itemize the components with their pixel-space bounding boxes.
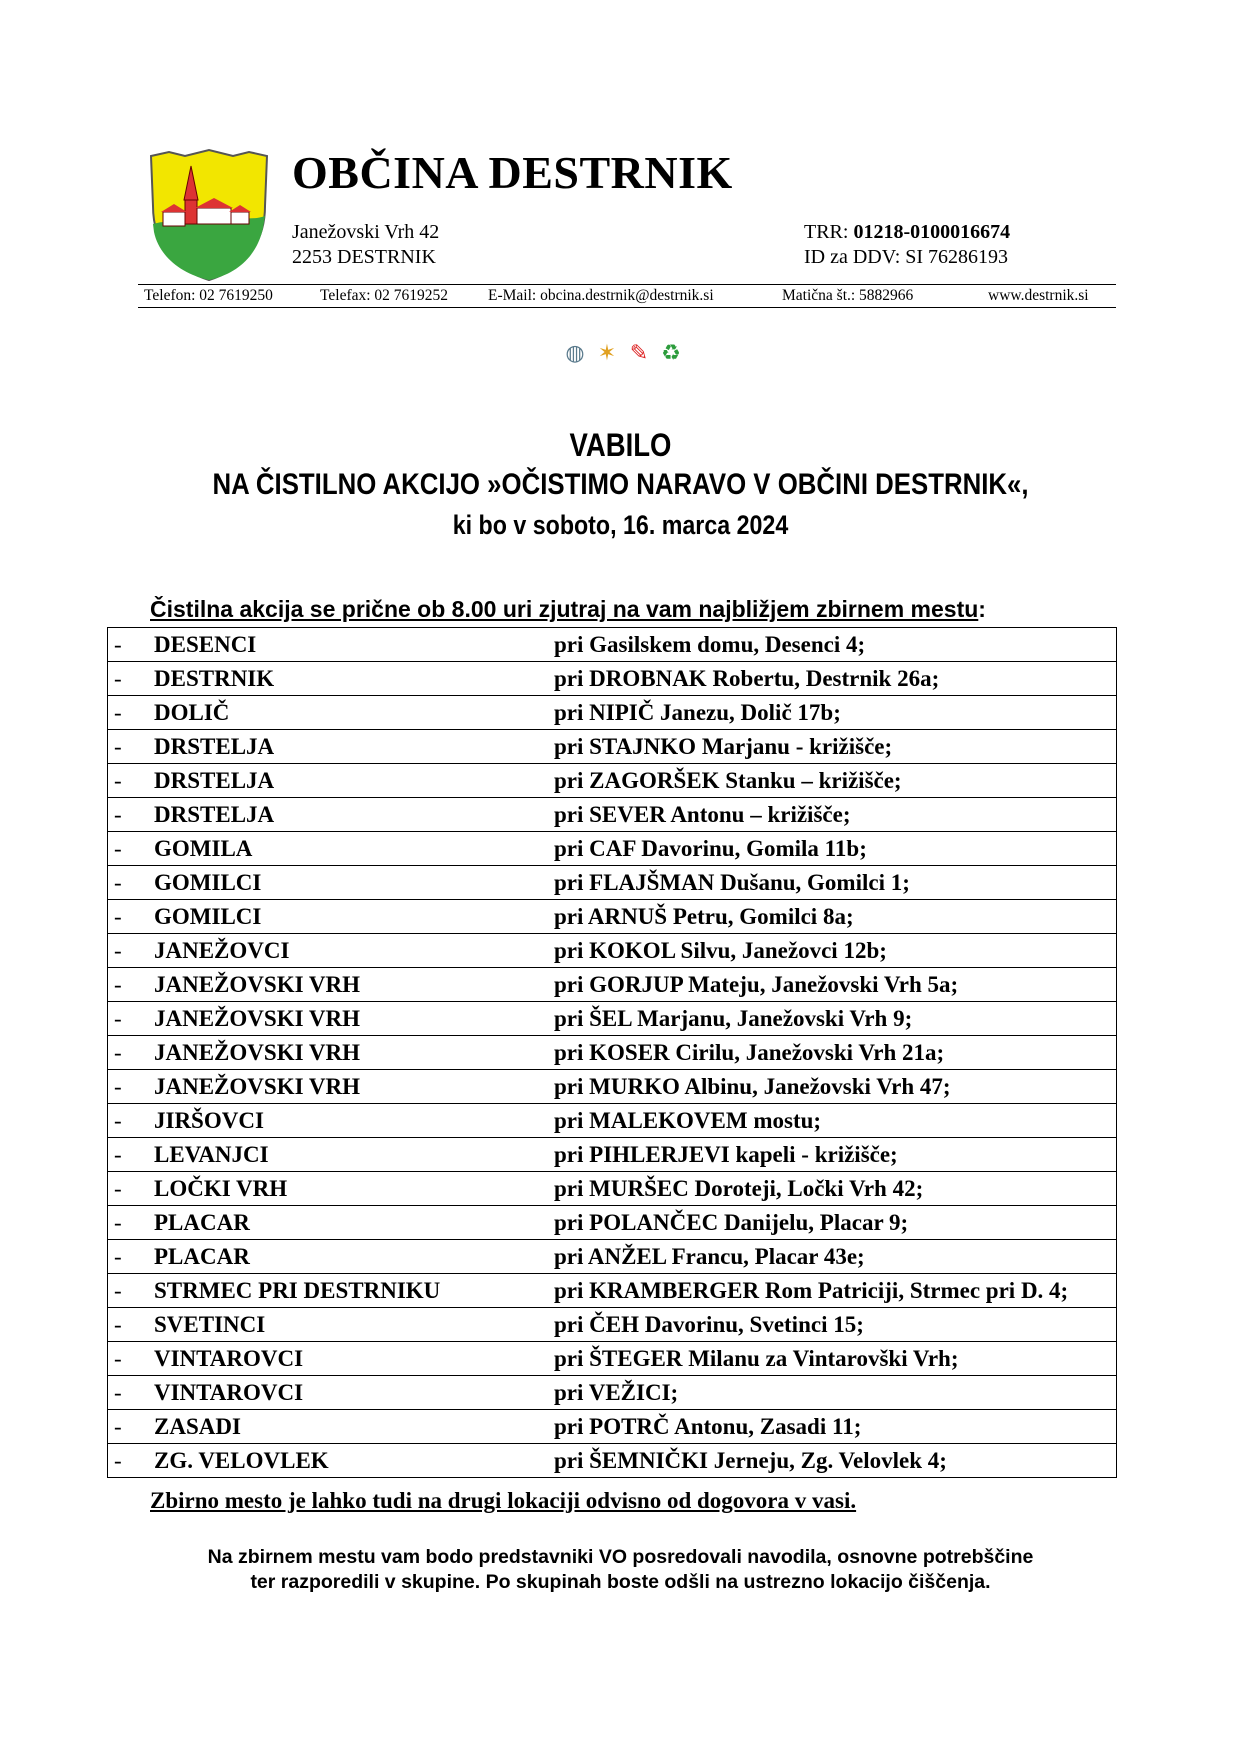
table-row [108,798,1117,832]
meeting-place: pri MURŠEC Doroteji, Ločki Vrh 42; [554,1172,1117,1206]
village-name: JANEŽOVSKI VRH [126,968,554,1002]
recycle-icon: ♻ [661,340,681,365]
organization-address [292,220,439,270]
table-row [108,662,1117,696]
village-name: DESTRNIK [126,662,554,696]
organization-name: OBČINA DESTRNIK [292,147,733,198]
table-row [108,730,1117,764]
row-dash: - [108,662,127,696]
meeting-place: pri SEVER Antonu – križišče; [554,798,1117,832]
village-name: LOČKI VRH [126,1172,554,1206]
row-dash: - [108,764,127,798]
address-postal: 2253 DESTRNIK [292,246,436,268]
village-name: DESENCI [126,628,554,662]
village-name: ZASADI [126,1410,554,1444]
row-dash: - [108,866,127,900]
party-popper-icon: ✶ [597,340,617,365]
row-dash: - [108,900,127,934]
table-row [108,1240,1117,1274]
footer-instructions [0,1545,1241,1595]
table-row [108,1206,1117,1240]
table-row [108,1274,1117,1308]
row-dash: - [108,1308,127,1342]
village-name: DRSTELJA [126,798,554,832]
row-dash: - [108,1138,127,1172]
row-dash: - [108,1104,127,1138]
table-row [108,1104,1117,1138]
meeting-place: pri ŠTEGER Milanu za Vintarovški Vrh; [554,1342,1117,1376]
village-name: GOMILCI [126,900,554,934]
meeting-place: pri VEŽICI; [554,1376,1117,1410]
title-vabilo: VABILO [569,427,672,463]
village-name: LEVANJCI [126,1138,554,1172]
meeting-place: pri KRAMBERGER Rom Patriciji, Strmec pri D. 4; [554,1274,1117,1308]
row-dash: - [108,1274,127,1308]
row-dash: - [108,1172,127,1206]
table-row [108,1070,1117,1104]
contact-website: www.destrnik.si [988,287,1089,304]
meeting-place: pri KOSER Cirilu, Janežovski Vrh 21a; [554,1036,1117,1070]
meeting-place: pri GORJUP Mateju, Janežovski Vrh 5a; [554,968,1117,1002]
footer-line-2: ter razporedili v skupine. Po skupinah boste odšli na ustrezno lokacijo čiščenja. [250,1571,991,1593]
meeting-place: pri STAJNKO Marjanu - križišče; [554,730,1117,764]
meeting-place: pri PIHLERJEVI kapeli - križišče; [554,1138,1117,1172]
municipality-crest-logo [145,146,273,284]
table-row [108,900,1117,934]
row-dash: - [108,628,127,662]
row-dash: - [108,730,127,764]
pushpin-icon: ✎ [629,340,649,365]
village-name: STRMEC PRI DESTRNIKU [126,1274,554,1308]
contact-email: E-Mail: obcina.destrnik@destrnik.si [488,287,714,304]
row-dash: - [108,696,127,730]
village-name: JANEŽOVSKI VRH [126,1002,554,1036]
meeting-place: pri ŠEL Marjanu, Janežovski Vrh 9; [554,1002,1117,1036]
row-dash: - [108,798,127,832]
locations-table-body [108,628,1117,1478]
trr-value: 01218-0100016674 [853,221,1011,243]
table-row [108,934,1117,968]
meeting-place: pri POTRČ Antonu, Zasadi 11; [554,1410,1117,1444]
intro-colon: : [978,596,986,622]
village-name: DRSTELJA [126,764,554,798]
table-row [108,968,1117,1002]
title-action-name: NA ČISTILNO AKCIJO »OČISTIMO NARAVO V OBČINI DESTRNIK«, [212,468,1029,501]
village-name: JANEŽOVCI [126,934,554,968]
row-dash: - [108,1444,127,1478]
village-name: SVETINCI [126,1308,554,1342]
village-name: GOMILCI [126,866,554,900]
footer-line-1: Na zbirnem mestu vam bodo predstavniki VO posredovali navodila, osnovne potrebščine [207,1546,1034,1568]
alternate-location-note: Zbirno mesto je lahko tudi na drugi lokaciji odvisno od dogovora v vasi. [150,1488,857,1513]
table-row [108,764,1117,798]
table-row [108,1376,1117,1410]
meeting-place: pri ZAGORŠEK Stanku – križišče; [554,764,1117,798]
village-name: GOMILA [126,832,554,866]
trr-line [804,220,1010,245]
row-dash: - [108,1206,127,1240]
row-dash: - [108,934,127,968]
table-row [108,1444,1117,1478]
table-row [108,1308,1117,1342]
row-dash: - [108,968,127,1002]
village-name: JIRŠOVCI [126,1104,554,1138]
village-name: PLACAR [126,1206,554,1240]
locations-table [107,627,1117,1478]
meeting-place: pri MURKO Albinu, Janežovski Vrh 47; [554,1070,1117,1104]
meeting-place: pri DROBNAK Robertu, Destrnik 26a; [554,662,1117,696]
village-name: JANEŽOVSKI VRH [126,1070,554,1104]
trr-label: TRR: [804,221,854,243]
village-name: PLACAR [126,1240,554,1274]
table-row [108,1172,1117,1206]
bank-details [804,220,1010,270]
table-row [108,696,1117,730]
table-row [108,1342,1117,1376]
meeting-place: pri POLANČEC Danijelu, Placar 9; [554,1206,1117,1240]
meeting-place: pri FLAJŠMAN Dušanu, Gomilci 1; [554,866,1117,900]
village-name: VINTAROVCI [126,1376,554,1410]
meeting-place: pri ANŽEL Francu, Placar 43e; [554,1240,1117,1274]
row-dash: - [108,1410,127,1444]
village-name: ZG. VELOVLEK [126,1444,554,1478]
contact-telefon: Telefon: 02 7619250 [144,287,273,304]
table-row [108,1036,1117,1070]
decorative-icons [561,340,685,368]
row-dash: - [108,1070,127,1104]
table-row [108,832,1117,866]
row-dash: - [108,1342,127,1376]
meeting-place: pri MALEKOVEM mostu; [554,1104,1117,1138]
meeting-place: pri NIPIČ Janezu, Dolič 17b; [554,696,1117,730]
row-dash: - [108,832,127,866]
row-dash: - [108,1002,127,1036]
intro-text [150,596,986,623]
meeting-place: pri ŠEMNIČKI Jerneju, Zg. Velovlek 4; [554,1444,1117,1478]
table-row [108,1002,1117,1036]
address-street: Janežovski Vrh 42 [292,221,440,243]
contact-telefax: Telefax: 02 7619252 [320,287,449,304]
row-dash: - [108,1376,127,1410]
table-row [108,1410,1117,1444]
village-name: DRSTELJA [126,730,554,764]
globe-icon: ◍ [565,340,585,365]
contact-bar [138,284,1116,308]
meeting-place: pri ARNUŠ Petru, Gomilci 8a; [554,900,1117,934]
row-dash: - [108,1240,127,1274]
village-name: JANEŽOVSKI VRH [126,1036,554,1070]
meeting-place: pri Gasilskem domu, Desenci 4; [554,628,1117,662]
table-row [108,628,1117,662]
meeting-place: pri KOKOL Silvu, Janežovci 12b; [554,934,1117,968]
village-name: DOLIČ [126,696,554,730]
intro-sentence: Čistilna akcija se prične ob 8.00 uri zjutraj na vam najbližjem zbirnem mestu [150,596,979,622]
meeting-place: pri ČEH Davorinu, Svetinci 15; [554,1308,1117,1342]
meeting-place: pri CAF Davorinu, Gomila 11b; [554,832,1117,866]
row-dash: - [108,1036,127,1070]
table-row [108,1138,1117,1172]
village-name: VINTAROVCI [126,1342,554,1376]
table-row [108,866,1117,900]
contact-maticna: Matična št.: 5882966 [782,287,914,304]
ddv-line: ID za DDV: SI 76286193 [804,246,1009,268]
title-date: ki bo v soboto, 16. marca 2024 [452,510,789,540]
